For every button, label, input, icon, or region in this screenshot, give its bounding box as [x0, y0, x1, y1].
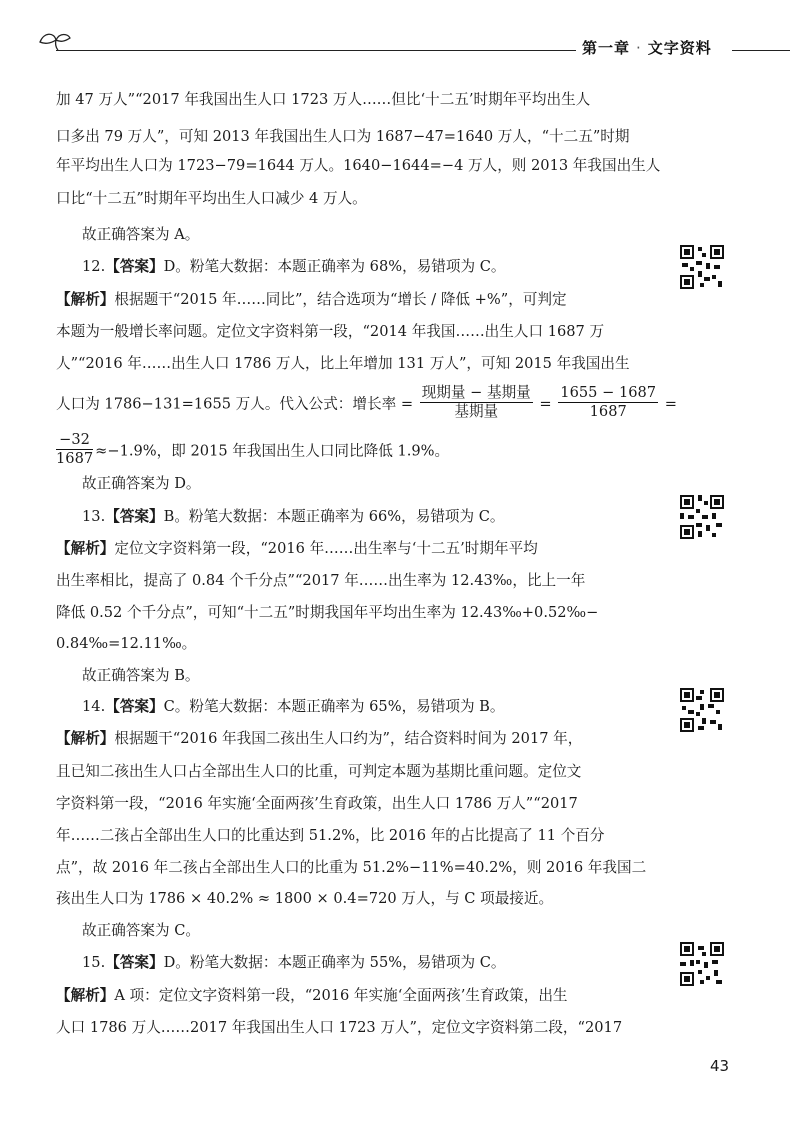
text-line: 口多出 79 万人”，可知 2013 年我国出生人口为 1687−47=1640 万人，“十二五”时期	[56, 128, 630, 145]
text-line: 本题为一般增长率问题。定位文字资料第一段，“2014 年我国……出生人口 1687 万	[56, 323, 605, 340]
fraction-growth-rate: $\frac{\text{现期量 − 基期量}}{\text{基期量}}$	[421, 384, 531, 420]
fraction-result: $\frac{-32}{1687}$	[56, 431, 94, 467]
text-line: 人口 1786 万人……2017 年我国出生人口 1723 万人”，定位文字资料第二段，“2017	[56, 1019, 623, 1036]
formula-result-line: $\frac{-32}{1687}$ ≈−1.9%，即 2015 年我国出生人口同比降低 1.9%。	[56, 431, 450, 467]
chapter-heading: 第一章 · 文字资料	[582, 39, 712, 57]
text-line: 加 47 万人”“2017 年我国出生人口 1723 万人……但比‘十二五’时期年平均出生人	[56, 91, 591, 108]
answer-line: 故正确答案为 A。	[82, 226, 200, 243]
answer-line: 故正确答案为 B。	[82, 667, 200, 684]
question-12-answer: 12.【答案】D。粉笔大数据：本题正确率为 68%，易错项为 C。	[82, 258, 506, 275]
qr-code-icon[interactable]	[678, 493, 726, 541]
text-line: 年平均出生人口为 1723−79=1644 万人。1640−1644=−4 万人，则 2013 年我国出生人	[56, 157, 661, 174]
header-rule-left	[56, 50, 576, 51]
q12-analysis-line: 【解析】根据题干“2015 年……同比”，结合选项为“增长 / 降低 +%”，可判定	[56, 291, 567, 308]
q13-analysis-line: 【解析】定位文字资料第一段，“2016 年……出生率与‘十二五’时期年平均	[56, 540, 538, 557]
leaf-ornament-icon	[36, 28, 76, 50]
text-line: 年……二孩占全部出生人口的比重达到 51.2%，比 2016 年的占比提高了 11 个百分	[56, 827, 605, 844]
text-line: 人”“2016 年……出生人口 1786 万人，比上年增加 131 万人”，可知 2015 年我国出生	[56, 355, 630, 372]
text-line: 点”，故 2016 年二孩占全部出生人口的比重为 51.2%−11%=40.2%，则 2016 年我国二	[56, 859, 647, 876]
q14-analysis-line: 【解析】根据题干“2016 年我国二孩出生人口约为”，结合资料时间为 2017 年，	[56, 730, 583, 747]
q15-analysis-line: 【解析】A 项：定位文字资料第一段，“2016 年实施‘全面两孩’生育政策，出生	[56, 987, 568, 1004]
answer-line: 故正确答案为 C。	[82, 922, 200, 939]
page-number: 43	[710, 1057, 730, 1075]
text-line: 出生率相比，提高了 0.84 个千分点”“2017 年……出生率为 12.43‰，比上一年	[56, 572, 586, 589]
text-line: 0.84‰=12.11‰。	[56, 635, 197, 652]
answer-line: 故正确答案为 D。	[82, 475, 201, 492]
question-13-answer: 13.【答案】B。粉笔大数据：本题正确率为 66%，易错项为 C。	[82, 508, 505, 525]
fraction-values: $\frac{1655 - 1687}{1687}$	[560, 384, 657, 420]
text-line: 且已知二孩出生人口占全部出生人口的比重，可判定本题为基期比重问题。定位文	[56, 763, 582, 780]
header-rule-right	[732, 50, 790, 51]
running-header	[0, 0, 800, 70]
qr-code-icon[interactable]	[678, 940, 726, 988]
qr-code-icon[interactable]	[678, 686, 726, 734]
question-15-answer: 15.【答案】D。粉笔大数据：本题正确率为 55%，易错项为 C。	[82, 954, 506, 971]
text-line: 字资料第一段，“2016 年实施‘全面两孩’生育政策，出生人口 1786 万人”“2017	[56, 795, 578, 812]
text-line: 降低 0.52 个千分点”，可知“十二五”时期我国年平均出生率为 12.43‰+0.52‰−	[56, 604, 599, 621]
text-line: 口比“十二五”时期年平均出生人口减少 4 万人。	[56, 190, 367, 207]
formula-line: 人口为 1786−131=1655 万人。代入公式：增长率 = $\frac{\text{现期量 − 基期量}}{\text{基期量}}$ = $\frac{1655 - 1687}{1687}$ =	[56, 384, 677, 420]
question-14-answer: 14.【答案】C。粉笔大数据：本题正确率为 65%，易错项为 B。	[82, 698, 505, 715]
qr-code-icon[interactable]	[678, 243, 726, 291]
text-line: 孩出生人口为 1786 × 40.2% ≈ 1800 × 0.4=720 万人，与 C 项最接近。	[56, 890, 554, 907]
